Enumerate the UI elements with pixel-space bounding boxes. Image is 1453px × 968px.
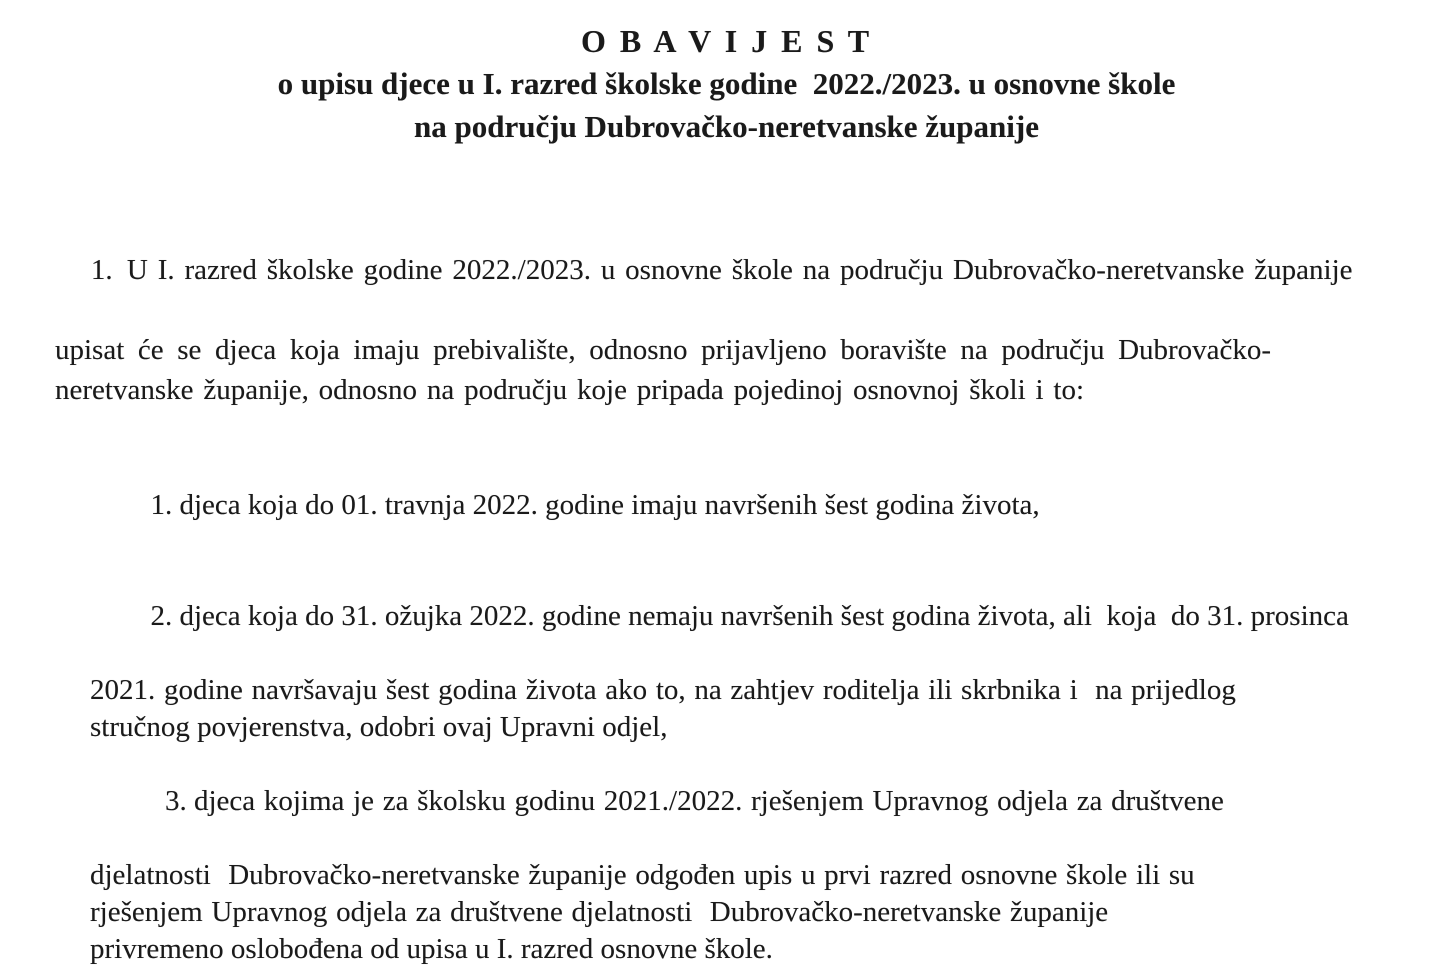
intro-line-3: neretvanske županije, odnosno na području koje pripada pojedinoj osnovnoj školi i to: [55,374,1085,406]
condition-3-line-2: djelatnosti Dubrovačko-neretvanske županije odgođen upis u prvi razred osnovne škole ili su [90,859,1195,891]
condition-3-line-1 [0,746,1453,857]
condition-2-number: 2. [150,600,173,632]
condition-item-3 [0,746,1453,968]
notice-title: O B A V I J E S T [580,23,873,59]
notice-body [0,210,1453,968]
condition-item-2 [0,561,1453,746]
notice-header [0,0,1453,148]
condition-3-line-4: privremeno oslobođena od upisa u I. razred osnovne škole. [90,933,773,965]
condition-2-line-3: stručnog povjerenstva, odobri ovaj Upravni odjel, [90,711,668,743]
condition-2-line-1 [0,561,1453,672]
condition-1-line-1-text: djeca koja do 01. travnja 2022. godine imaju navršenih šest godina života, [179,489,1040,521]
condition-item-1 [0,450,1453,561]
intro-paragraph [0,210,1453,410]
condition-3-number: 3. [165,785,187,817]
intro-line-1-text: U I. razred školske godine 2022./2023. u osnovne škole na području Dubrovačko-neretvanske županije [126,254,1353,286]
condition-1-number: 1. [150,489,173,521]
condition-1-line-1 [0,450,1453,561]
intro-line-2: upisat će se djeca koja imaju prebivalište, odnosno prijavljeno boravište na području Dubrovačko- [55,334,1272,366]
conditions-list [0,450,1453,968]
notice-subtitle-line-2: na području Dubrovačko-neretvanske županije [414,109,1039,144]
condition-3-line-1-text: djeca kojima je za školsku godinu 2021./2022. rješenjem Upravnog odjela za društvene [194,785,1224,817]
condition-3-line-3: rješenjem Upravnog odjela za društvene djelatnosti Dubrovačko-neretvanske županije [90,896,1109,928]
intro-line-1 [0,210,1453,330]
intro-item-number: 1. [90,254,113,286]
notice-subtitle-line-1: o upisu djece u I. razred školske godine 2022./2023. u osnovne škole [277,66,1176,101]
condition-2-line-2: 2021. godine navršavaju šest godina života ako to, na zahtjev roditelja ili skrbnika i na prijedlog [90,674,1236,706]
condition-2-line-1-text: djeca koja do 31. ožujka 2022. godine nemaju navršenih šest godina života, ali koja do 31. prosinca [179,600,1349,632]
